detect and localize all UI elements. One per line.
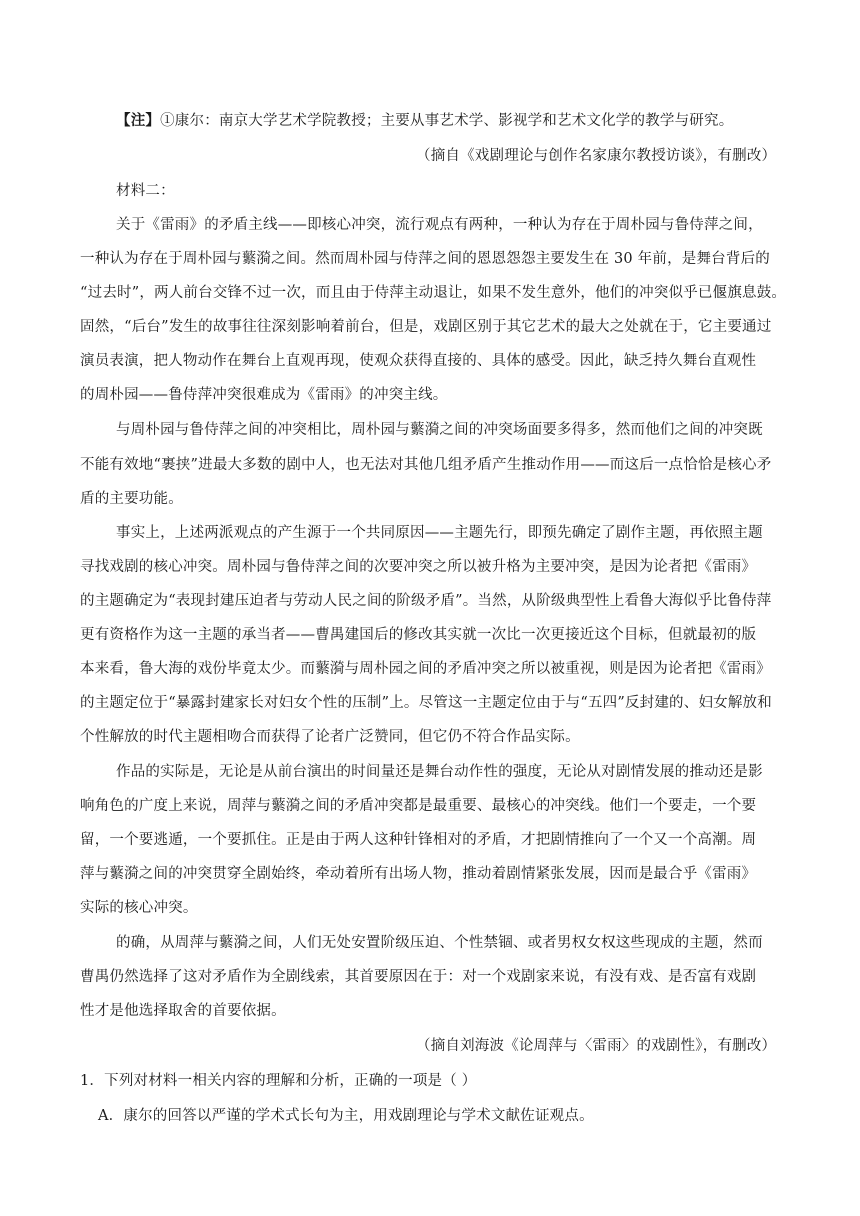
paragraph-line: 萍与蘩漪之间的冲突贯穿全剧始终，牵动着所有出场人物，推动着剧情紧张发展，因而是最合乎《雷雨》 bbox=[80, 866, 757, 882]
paragraph-line: 关于《雷雨》的矛盾主线——即核心冲突，流行观点有两种，一种认为存在于周朴园与鲁侍萍之间， bbox=[116, 217, 763, 233]
paragraph-line: 演员表演，把人物动作在舞台上直观再现，使观众获得直接的、具体的感受。因此，缺乏持久舞台直观性 bbox=[80, 353, 757, 369]
paragraph-line: 的确，从周萍与蘩漪之间，人们无处安置阶级压迫、个性禁锢、或者男权女权这些现成的主题，然而 bbox=[116, 935, 763, 951]
note-label: 【注】 bbox=[116, 112, 161, 129]
paragraph-line: 响角色的广度上来说，周萍与蘩漪之间的矛盾冲突都是最重要、最核心的冲突线。他们一个要走，一个要 bbox=[80, 798, 757, 814]
paragraph-line: 寻找戏剧的核心冲突。周朴园与鲁侍萍之间的次要冲突之所以被升格为主要冲突，是因为论者把《雷雨》 bbox=[80, 559, 757, 575]
material-two-heading: 材料二： bbox=[116, 183, 175, 199]
paragraph-line: 一种认为存在于周朴园与蘩漪之间。然而周朴园与侍萍之间的恩恩怨怨主要发生在 30 年前，是舞台背后的 bbox=[80, 251, 770, 267]
source-citation-2: （摘自刘海波《论周萍与〈雷雨〉的戏剧性》，有删改） bbox=[416, 1038, 777, 1054]
paragraph-line: 与周朴园与鲁侍萍之间的冲突相比，周朴园与蘩漪之间的冲突场面要多得多，然而他们之间的冲突既 bbox=[116, 422, 763, 438]
paragraph-line: 作品的实际是，无论是从前台演出的时间量还是舞台动作性的强度，无论从对剧情发展的推动还是影 bbox=[116, 764, 763, 780]
paragraph-line: 的周朴园——鲁侍萍冲突很难成为《雷雨》的冲突主线。 bbox=[80, 387, 448, 403]
paragraph-line: 曹禺仍然选择了这对矛盾作为全剧线索，其首要原因在于：对一个戏剧家来说，有没有戏、是否富有戏剧 bbox=[80, 969, 757, 985]
paragraph-line: 的主题定位于“暴露封建家长对妇女个性的压制”上。尽管这一主题定位由于与“五四”反封建的、妇女解放和 bbox=[80, 695, 772, 711]
paragraph-line: 本来看，鲁大海的戏份毕竟太少。而蘩漪与周朴园之间的矛盾冲突之所以被重视，则是因为论者把《雷雨》 bbox=[80, 661, 771, 677]
note-text: ①康尔：南京大学艺术学院教授；主要从事艺术学、影视学和艺术文化学的教学与研究。 bbox=[160, 113, 734, 129]
paragraph-line: 个性解放的时代主题相吻合而获得了论者广泛赞同，但它仍不符合作品实际。 bbox=[80, 729, 580, 745]
question-stem: 1．下列对材料一相关内容的理解和分析，正确的一项是（ ） bbox=[80, 1073, 477, 1089]
paragraph-line: 性才是他选择取舍的首要依据。 bbox=[80, 1003, 286, 1019]
paragraph-line: 固然，“后台”发生的故事往往深刻影响着前台，但是，戏剧区别于其它艺术的最大之处就在于，它主要通过 bbox=[80, 319, 772, 335]
paragraph-line: 盾的主要功能。 bbox=[80, 491, 183, 507]
question-option-a: A．康尔的回答以严谨的学术式长句为主，用戏剧理论与学术文献佐证观点。 bbox=[98, 1108, 594, 1124]
paragraph-line: 留，一个要逃遁，一个要抓住。正是由于两人这种针锋相对的矛盾，才把剧情推向了一个又一个高潮。周 bbox=[80, 832, 757, 848]
paragraph-line: 事实上，上述两派观点的产生源于一个共同原因——主题先行，即预先确定了剧作主题，再依照主题 bbox=[116, 525, 763, 541]
paragraph-line: 不能有效地“裹挟”进最大多数的剧中人，也无法对其他几组矛盾产生推动作用——而这后一点恰恰是核心矛 bbox=[80, 457, 772, 473]
source-citation-1: （摘自《戏剧理论与创作名家康尔教授访谈》，有删改） bbox=[416, 148, 777, 164]
paragraph-line: 更有资格作为这一主题的承当者——曹禺建国后的修改其实就一次比一次更接近这个目标，但就最初的版 bbox=[80, 627, 757, 643]
paragraph-line: “过去时”，两人前台交锋不过一次，而且由于侍萍主动退让，如果不发生意外，他们的冲突似乎已偃旗息鼓。 bbox=[80, 285, 787, 301]
paragraph-line: 的主题确定为“表现封建压迫者与劳动人民之间的阶级矛盾”。当然，从阶级典型性上看鲁大海似乎比鲁侍萍 bbox=[80, 593, 772, 609]
note-line bbox=[116, 111, 733, 131]
paragraph-line: 实际的核心冲突。 bbox=[80, 900, 198, 916]
